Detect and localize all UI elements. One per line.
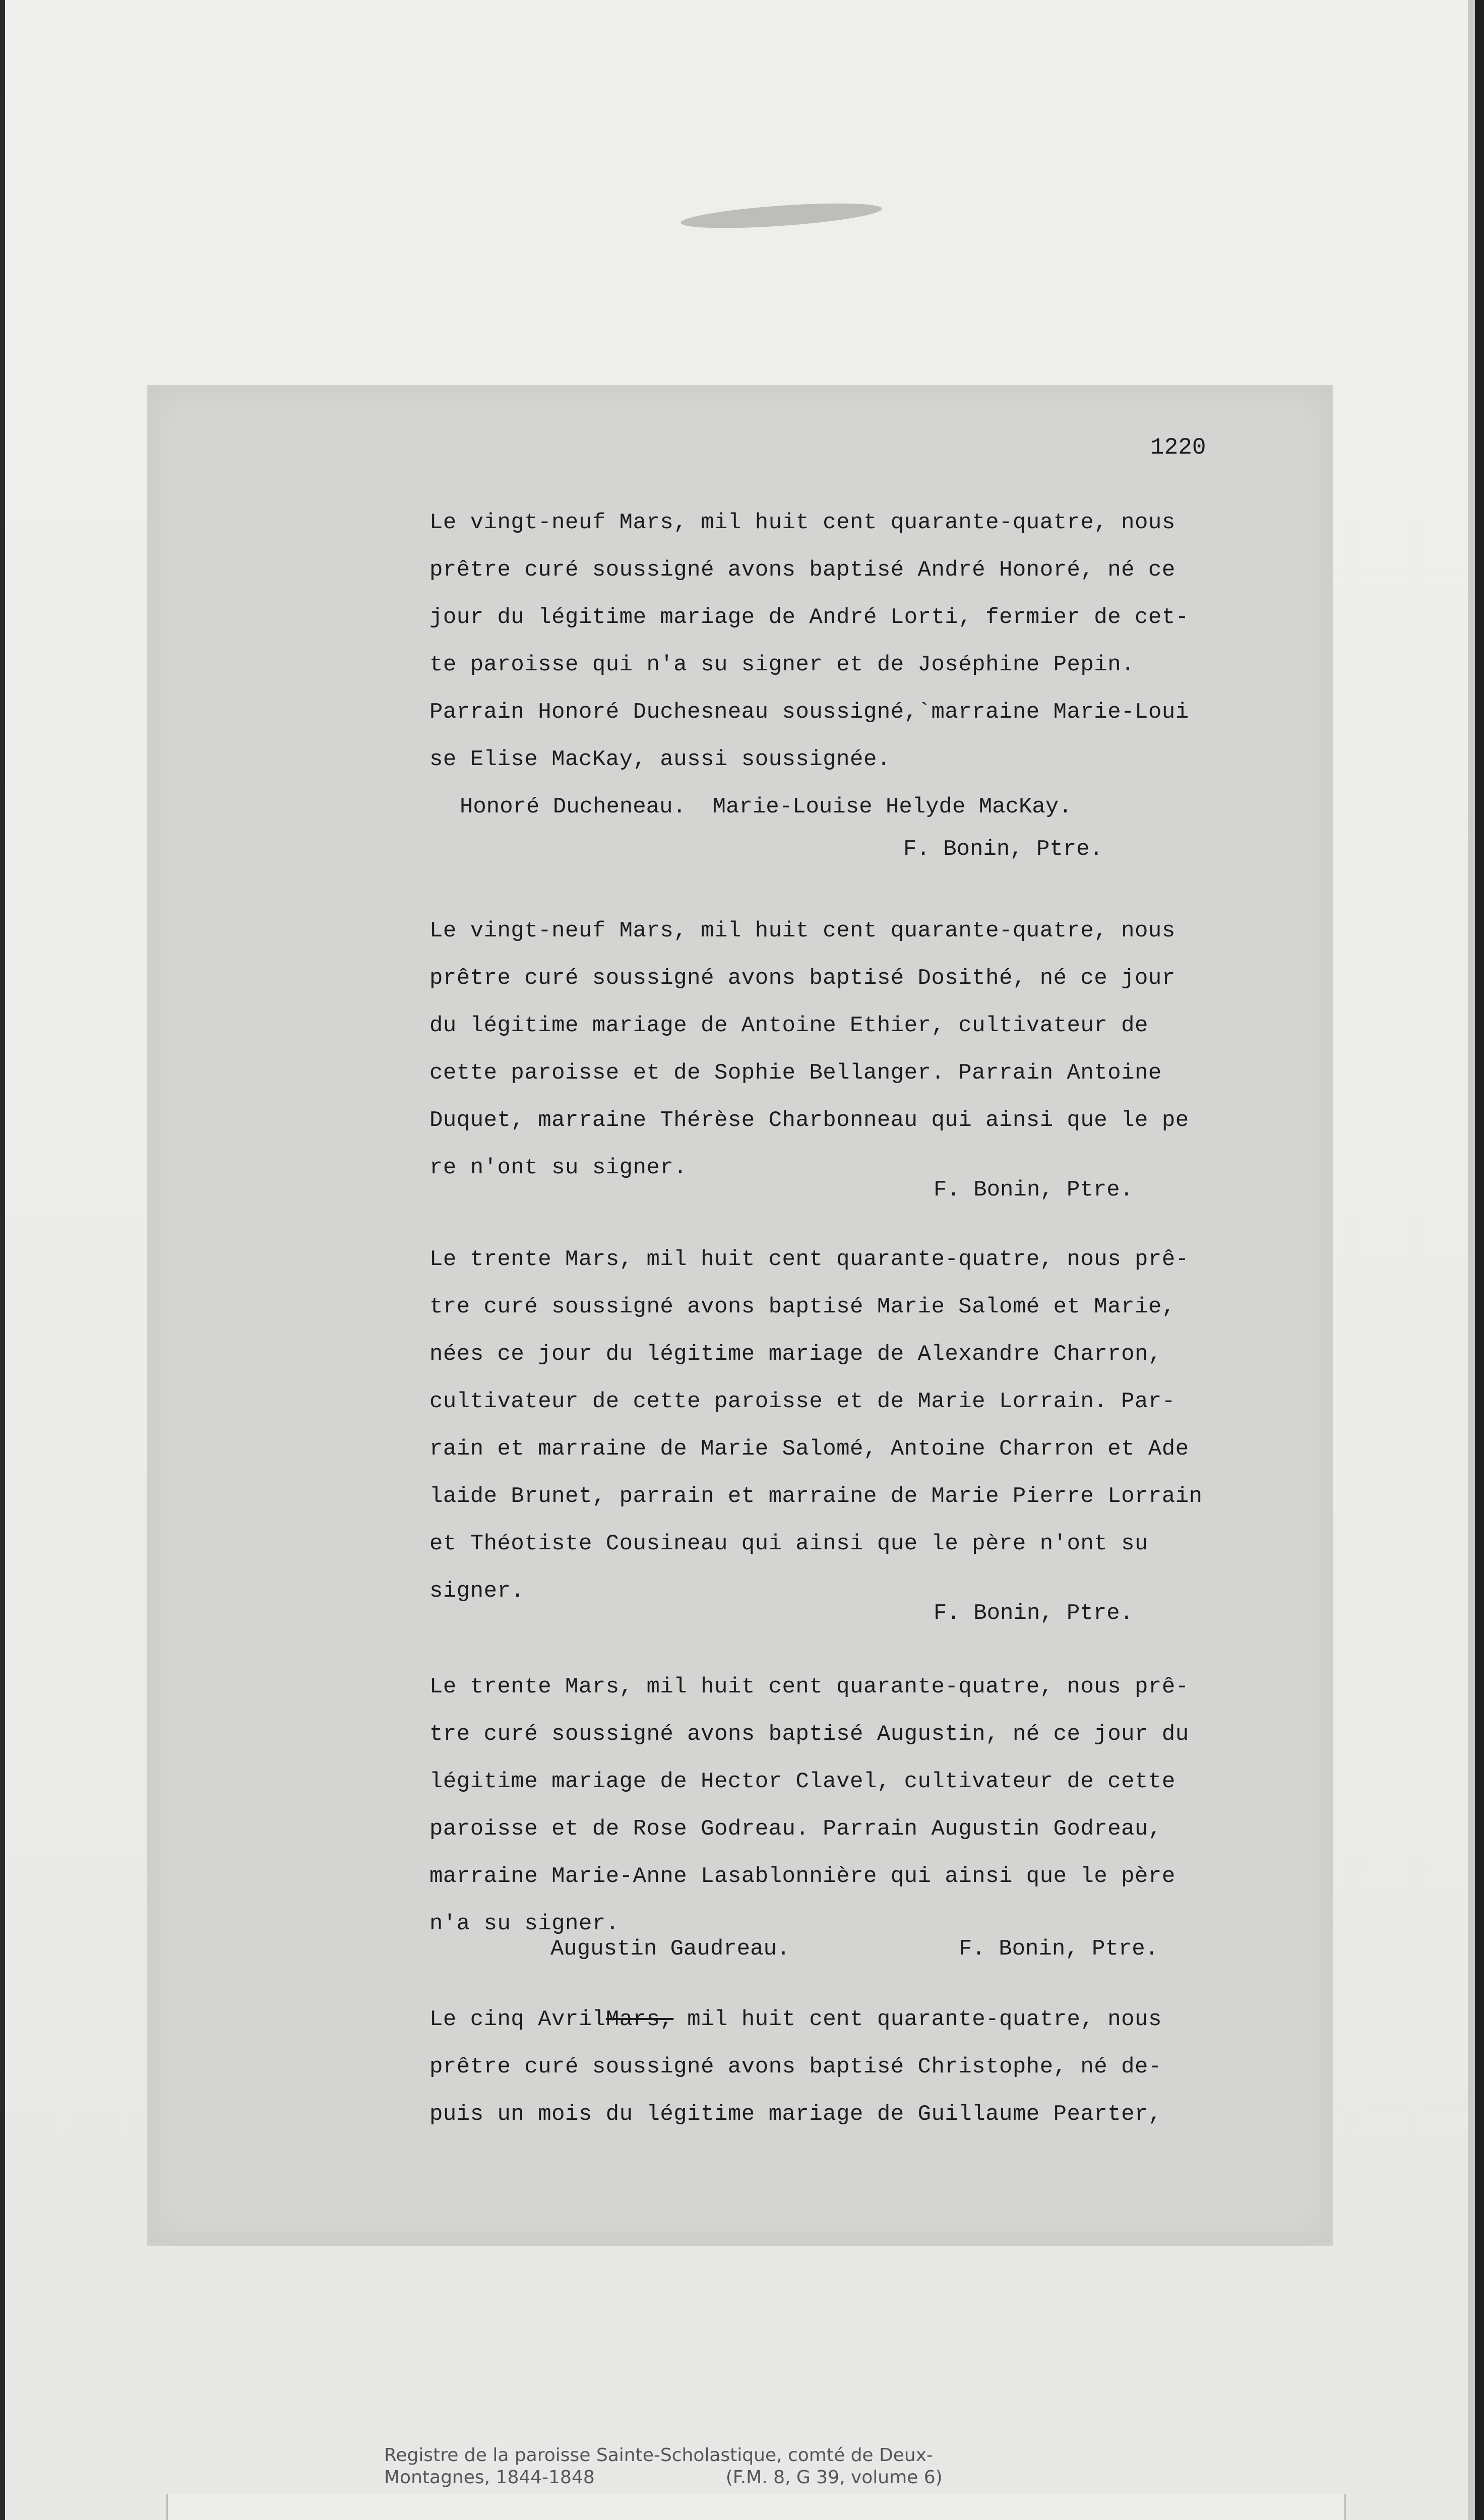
caption-line-1: Registre de la paroisse Sainte-Scholastique, comté de Deux- <box>384 2445 933 2466</box>
entry-line: du légitime mariage de Antoine Ethier, cultivateur de <box>429 1013 1148 1038</box>
baptism-entry <box>429 1996 1246 2138</box>
entry-signature-row <box>429 1925 1246 1961</box>
entry-line: tre curé soussigné avons baptisé Marie Salomé et Marie, <box>429 1294 1176 1319</box>
entry-line: Le vingt-neuf Mars, mil huit cent quarante-quatre, nous <box>429 510 1176 535</box>
entry-line: se Elise MacKay, aussi soussignée. <box>429 747 891 772</box>
entry-line-rest: mil huit cent quarante-quatre, nous <box>673 2007 1162 2032</box>
entry-line: Le trente Mars, mil huit cent quarante-quatre, nous prê- <box>429 1247 1189 1272</box>
entry-line: prêtre curé soussigné avons baptisé André Honoré, né ce <box>429 557 1176 583</box>
caption-line-2 <box>384 2467 1170 2489</box>
entry-line: rain et marraine de Marie Salomé, Antoine Charron et Ade <box>429 1436 1189 1462</box>
entry-line: jour du légitime mariage de André Lorti, fermier de cet- <box>429 605 1189 630</box>
entry-line: paroisse et de Rose Godreau. Parrain Augustin Godreau, <box>429 1816 1162 1842</box>
entry-line: te paroisse qui n'a su signer et de Joséphine Pepin. <box>429 652 1135 677</box>
caption-reference: (F.M. 8, G 39, volume 6) <box>725 2467 943 2488</box>
baptism-entry <box>429 907 1246 1214</box>
entry-line: Parrain Honoré Duchesneau soussigné,`marraine Marie-Loui <box>429 700 1189 725</box>
entry-line: n'a su signer. <box>429 1911 620 1936</box>
entry-line: Le trente Mars, mil huit cent quarante-quatre, nous prê- <box>429 1674 1189 1699</box>
witness-signatures: Honoré Ducheneau. Marie-Louise Helyde MacKay. <box>460 794 1072 820</box>
priest-signature: F. Bonin, Ptre. <box>903 837 1103 862</box>
archive-stamp <box>166 2494 1346 2520</box>
scan-left-edge <box>0 0 5 2520</box>
priest-signature: F. Bonin, Ptre. <box>934 1177 1134 1203</box>
witness-signatures: Augustin Gaudreau. <box>550 1936 790 1962</box>
entry-line: signer. <box>429 1579 525 1604</box>
entry-line: nées ce jour du légitime mariage de Alexandre Charron, <box>429 1342 1162 1367</box>
entry-date-struck: Mars, <box>605 2007 674 2032</box>
archive-caption <box>384 2444 1170 2489</box>
baptism-entry <box>429 1663 1246 1961</box>
priest-signature: F. Bonin, Ptre. <box>934 1601 1134 1626</box>
entry-line: cultivateur de cette paroisse et de Marie Lorrain. Par- <box>429 1389 1176 1414</box>
entry-line: tre curé soussigné avons baptisé Augustin, né ce jour du <box>429 1722 1189 1747</box>
entry-line: et Théotiste Cousineau qui ainsi que le père n'ont su <box>429 1531 1148 1556</box>
entry-line <box>429 1996 1246 2043</box>
entry-line: puis un mois du légitime mariage de Guillaume Pearter, <box>429 2102 1162 2127</box>
scan-right-edge <box>1475 0 1484 2520</box>
baptism-entry <box>429 499 1246 873</box>
scan-right-margin <box>1468 0 1475 2520</box>
entry-line: laide Brunet, parrain et marraine de Marie Pierre Lorrain <box>429 1484 1203 1509</box>
priest-signature: F. Bonin, Ptre. <box>959 1936 1159 1962</box>
entry-line: Le vingt-neuf Mars, mil huit cent quarante-quatre, nous <box>429 918 1176 943</box>
entry-date-corrected: Le cinq Avril <box>429 2007 606 2032</box>
page-number: 1220 <box>1150 434 1206 461</box>
entry-line: légitime mariage de Hector Clavel, cultivateur de cette <box>429 1769 1176 1794</box>
entry-line: prêtre curé soussigné avons baptisé Dosithé, né ce jour <box>429 966 1176 991</box>
entry-line: Duquet, marraine Thérèse Charbonneau qui ainsi que le pe <box>429 1108 1189 1133</box>
entry-line: re n'ont su signer. <box>429 1155 688 1180</box>
caption-place-dates: Montagnes, 1844-1848 <box>384 2467 595 2488</box>
entry-line: cette paroisse et de Sophie Bellanger. Parrain Antoine <box>429 1060 1162 1086</box>
baptism-entry <box>429 1236 1246 1637</box>
entry-line: prêtre curé soussigné avons baptisé Christophe, né de- <box>429 2054 1162 2080</box>
entry-line: marraine Marie-Anne Lasablonnière qui ainsi que le père <box>429 1864 1176 1889</box>
